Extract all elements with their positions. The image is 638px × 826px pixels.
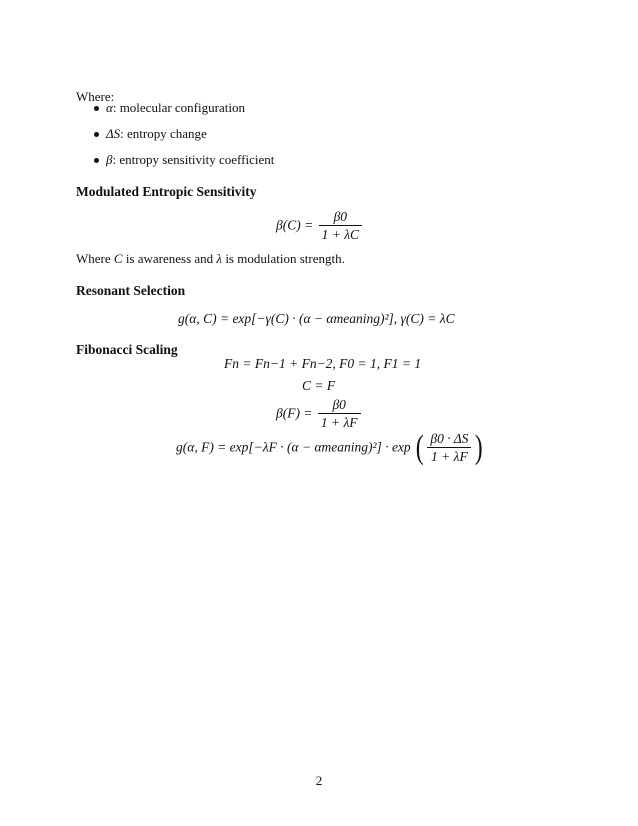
note-text: is modulation strength. bbox=[222, 251, 345, 266]
fraction-numerator: β0 · ΔS bbox=[427, 430, 471, 448]
note-text: is awareness and bbox=[122, 251, 217, 266]
right-paren: ) bbox=[475, 428, 484, 466]
equation-beta-c bbox=[276, 208, 364, 243]
section-heading-fibonacci: Fibonacci Scaling bbox=[76, 342, 178, 357]
note-symbol-c: C bbox=[113, 251, 123, 266]
bullet-symbol: α bbox=[106, 100, 113, 115]
bullet-item-delta-s bbox=[106, 126, 207, 142]
fraction bbox=[318, 396, 361, 431]
section1-note bbox=[76, 251, 345, 267]
bullet-text: : entropy sensitivity coefficient bbox=[112, 152, 275, 167]
fraction-numerator: β0 bbox=[318, 396, 361, 414]
fraction-denominator: 1 + λF bbox=[320, 415, 358, 430]
fraction-denominator: 1 + λC bbox=[321, 227, 360, 242]
section-heading-modulated: Modulated Entropic Sensitivity bbox=[76, 184, 257, 199]
note-text: Where bbox=[76, 251, 114, 266]
fraction-denominator: 1 + λF bbox=[431, 449, 468, 464]
bullet-dot bbox=[94, 158, 99, 163]
equation-lhs: β(F) = bbox=[276, 405, 313, 421]
equation-fibonacci: Fn = Fn−1 + Fn−2, F0 = 1, F1 = 1 bbox=[224, 356, 422, 371]
bullet-dot bbox=[94, 106, 99, 111]
bullet-text: : entropy change bbox=[120, 126, 207, 141]
section-heading-resonant: Resonant Selection bbox=[76, 283, 186, 298]
equation-c-equals-f: C = F bbox=[302, 378, 336, 393]
bullet-text: : molecular configuration bbox=[112, 100, 245, 115]
fraction bbox=[319, 208, 362, 243]
equation-lhs: β(C) = bbox=[276, 217, 314, 233]
intro-text: Where: bbox=[76, 89, 115, 104]
bullet-symbol: ΔS bbox=[106, 126, 121, 141]
left-paren: ( bbox=[415, 428, 424, 466]
page-number: 2 bbox=[315, 773, 323, 788]
bullet-symbol: β bbox=[106, 152, 113, 167]
equation-lhs: g(α, F) = exp[−λF · (α − αmeaning)²] · exp bbox=[176, 439, 411, 455]
equation-beta-f bbox=[276, 396, 363, 431]
fraction bbox=[427, 430, 471, 465]
fraction-numerator: β0 bbox=[319, 208, 362, 226]
bullet-dot bbox=[94, 132, 99, 137]
bullet-item-alpha bbox=[106, 100, 245, 116]
bullet-item-beta bbox=[106, 152, 274, 168]
note-symbol-lambda: λ bbox=[216, 251, 223, 266]
equation-resonant: g(α, C) = exp[−γ(C) · (α − αmeaning)²], γ(C) = λC bbox=[178, 311, 455, 326]
equation-g-alpha-f bbox=[176, 430, 485, 465]
